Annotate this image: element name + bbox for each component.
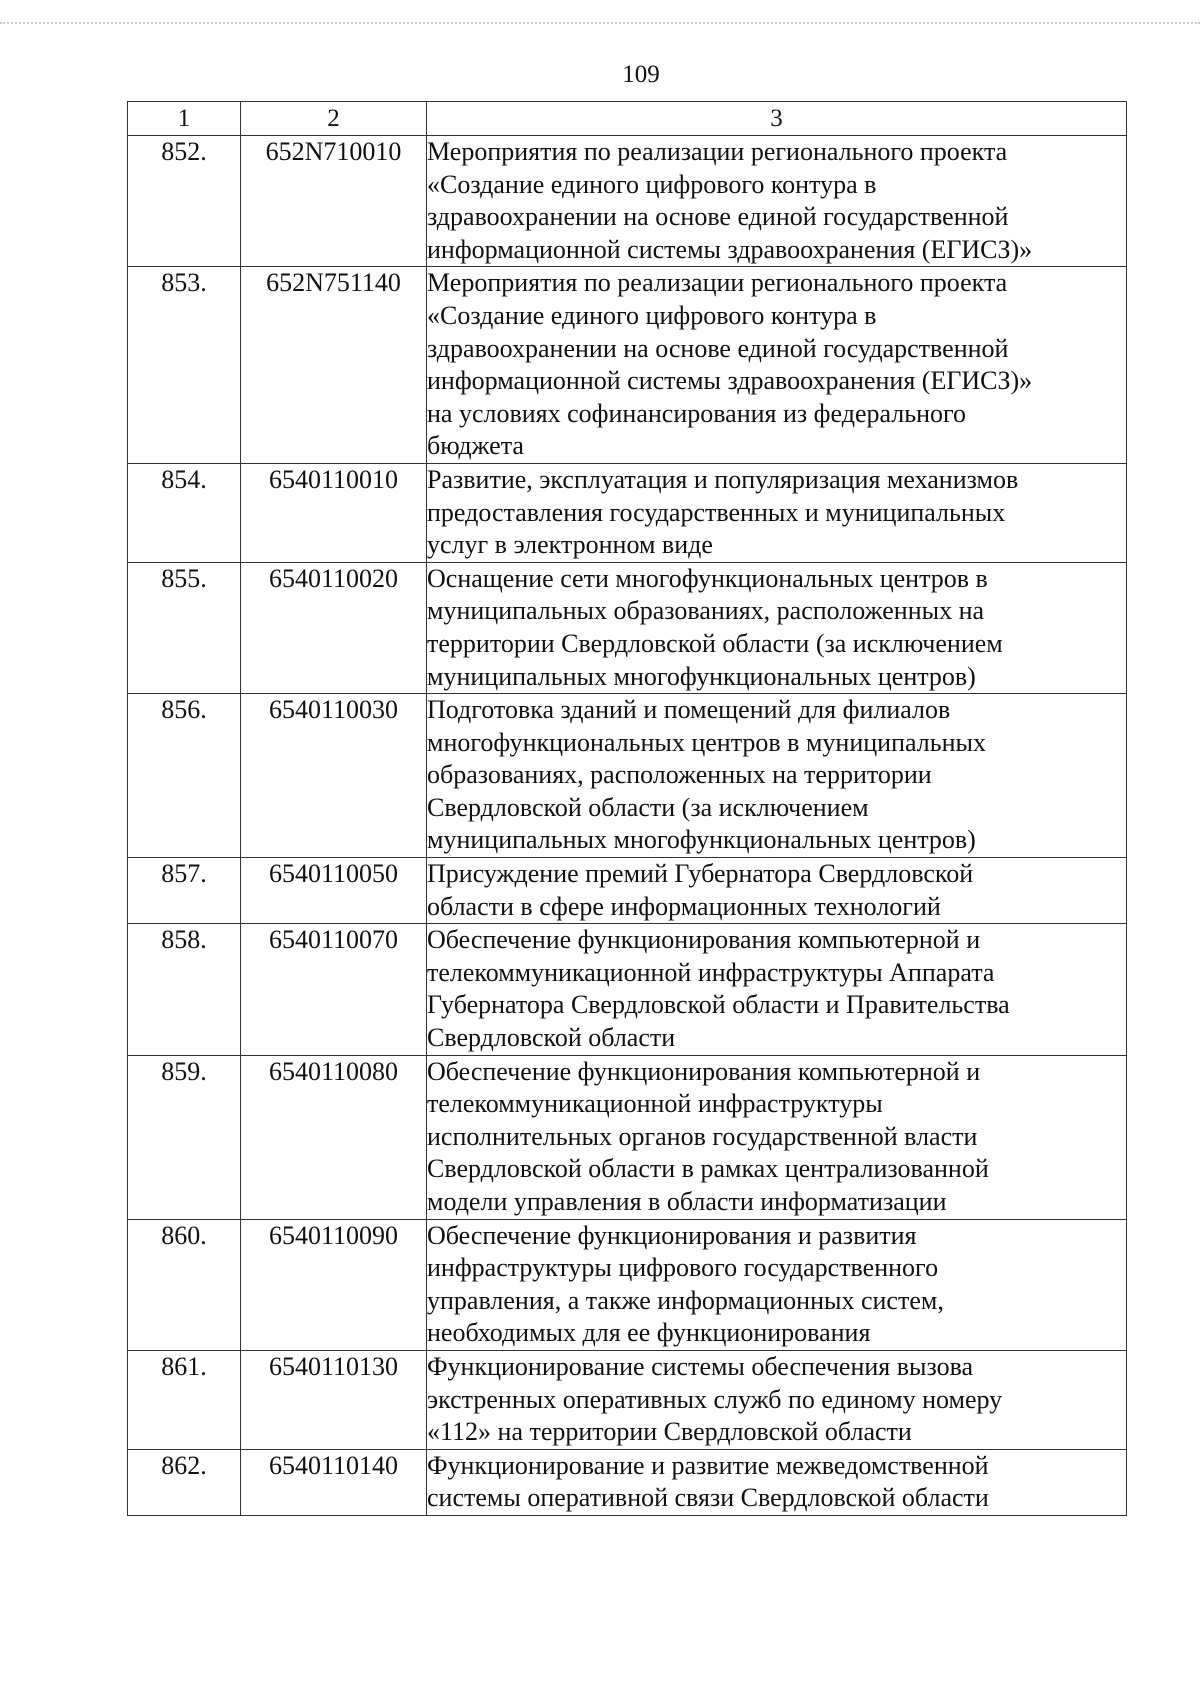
description-line: Мероприятия по реализации регионального проекта	[427, 268, 1008, 298]
description-line: Функционирование системы обеспечения вызова	[427, 1351, 974, 1381]
description-line: бюджета	[427, 431, 524, 461]
row-description	[427, 858, 1127, 924]
description-line: Мероприятия по реализации регионального проекта	[427, 137, 1008, 166]
row-code: 6540110020	[241, 562, 427, 693]
row-code: 6540110010	[241, 463, 427, 562]
table-body	[128, 136, 1127, 1516]
description-line: инфраструктуры цифрового государственного	[427, 1253, 939, 1283]
table-row	[128, 924, 1127, 1055]
description-line: Обеспечение функционирования компьютерной и	[427, 925, 981, 955]
row-number: 857.	[128, 858, 241, 924]
table-row	[128, 694, 1127, 858]
description-line: телекоммуникационной инфраструктуры	[427, 1089, 883, 1119]
row-code: 652N710010	[241, 136, 427, 267]
row-number: 854.	[128, 463, 241, 562]
registry-table	[127, 101, 1127, 1516]
row-number: 860.	[128, 1219, 241, 1350]
row-number: 862.	[128, 1449, 241, 1515]
description-line: Функционирование и развитие межведомственной	[427, 1450, 989, 1480]
column-header-code: 2	[241, 102, 427, 136]
row-number: 856.	[128, 694, 241, 858]
description-line: Свердловской области в рамках централизованной	[427, 1154, 989, 1184]
table-row	[128, 1350, 1127, 1449]
description-line: «112» на территории Свердловской области	[427, 1417, 912, 1447]
description-line: на условиях софинансирования из федерального	[427, 398, 967, 428]
description-line: телекоммуникационной инфраструктуры Аппарата	[427, 957, 995, 987]
row-number: 858.	[128, 924, 241, 1055]
row-description	[427, 1449, 1127, 1515]
row-code: 6540110140	[241, 1449, 427, 1515]
description-line: информационной системы здравоохранения (ЕГИСЗ)»	[427, 234, 1033, 264]
row-description	[427, 924, 1127, 1055]
description-line: муниципальных многофункциональных центров)	[427, 825, 976, 855]
description-line: «Создание единого цифрового контура в	[427, 300, 877, 330]
description-line: образованиях, расположенных на территории	[427, 760, 932, 790]
page-number: 109	[622, 61, 660, 88]
description-line: «Создание единого цифрового контура в	[427, 169, 877, 199]
row-number: 859.	[128, 1055, 241, 1219]
description-line: Губернатора Свердловской области и Правительства	[427, 990, 1010, 1020]
table-row	[128, 463, 1127, 562]
column-header-number: 1	[128, 102, 241, 136]
description-line: многофункциональных центров в муниципальных	[427, 727, 986, 757]
table-row	[128, 562, 1127, 693]
description-line: информационной системы здравоохранения (ЕГИСЗ)»	[427, 366, 1033, 396]
row-description	[427, 1350, 1127, 1449]
description-line: муниципальных многофункциональных центров)	[427, 661, 976, 691]
row-code: 6540110030	[241, 694, 427, 858]
row-number: 855.	[128, 562, 241, 693]
row-number: 852.	[128, 136, 241, 267]
row-code: 6540110070	[241, 924, 427, 1055]
description-line: Обеспечение функционирования компьютерной и	[427, 1056, 981, 1086]
row-description	[427, 562, 1127, 693]
row-number: 853.	[128, 267, 241, 464]
description-line: предоставления государственных и муниципальных	[427, 497, 1006, 527]
table-row	[128, 858, 1127, 924]
description-line: муниципальных образованиях, расположенных на	[427, 596, 985, 626]
column-header-description: 3	[427, 102, 1127, 136]
row-description	[427, 694, 1127, 858]
description-line: здравоохранении на основе единой государственной	[427, 333, 1009, 363]
row-code: 6540110050	[241, 858, 427, 924]
table-row	[128, 1055, 1127, 1219]
table-row	[128, 267, 1127, 464]
description-line: исполнительных органов государственной власти	[427, 1121, 978, 1151]
row-description	[427, 136, 1127, 267]
table-header-row	[128, 102, 1127, 136]
row-code: 652N751140	[241, 267, 427, 464]
table-row	[128, 1219, 1127, 1350]
description-line: области в сфере информационных технологий	[427, 891, 941, 921]
description-line: необходимых для ее функционирования	[427, 1318, 871, 1348]
row-description	[427, 1055, 1127, 1219]
scan-top-edge	[0, 22, 1200, 24]
row-description	[427, 267, 1127, 464]
description-line: системы оперативной связи Свердловской области	[427, 1483, 989, 1513]
description-line: экстренных оперативных служб по единому номеру	[427, 1384, 1003, 1414]
description-line: Обеспечение функционирования и развития	[427, 1220, 917, 1250]
description-line: Развитие, эксплуатация и популяризация механизмов	[427, 464, 1019, 494]
row-description	[427, 463, 1127, 562]
row-code: 6540110130	[241, 1350, 427, 1449]
description-line: Свердловской области	[427, 1023, 676, 1053]
description-line: управления, а также информационных систем,	[427, 1285, 944, 1315]
row-code: 6540110090	[241, 1219, 427, 1350]
table-row	[128, 136, 1127, 267]
description-line: Оснащение сети многофункциональных центров в	[427, 563, 988, 593]
row-code: 6540110080	[241, 1055, 427, 1219]
row-description	[427, 1219, 1127, 1350]
row-number: 861.	[128, 1350, 241, 1449]
table-row	[128, 1449, 1127, 1515]
description-line: модели управления в области информатизации	[427, 1187, 947, 1216]
description-line: Свердловской области (за исключением	[427, 792, 869, 822]
description-line: Подготовка зданий и помещений для филиалов	[427, 695, 951, 725]
description-line: здравоохранении на основе единой государственной	[427, 202, 1009, 232]
description-line: Присуждение премий Губернатора Свердловской	[427, 859, 974, 889]
description-line: территории Свердловской области (за исключением	[427, 628, 1003, 658]
description-line: услуг в электронном виде	[427, 530, 713, 560]
